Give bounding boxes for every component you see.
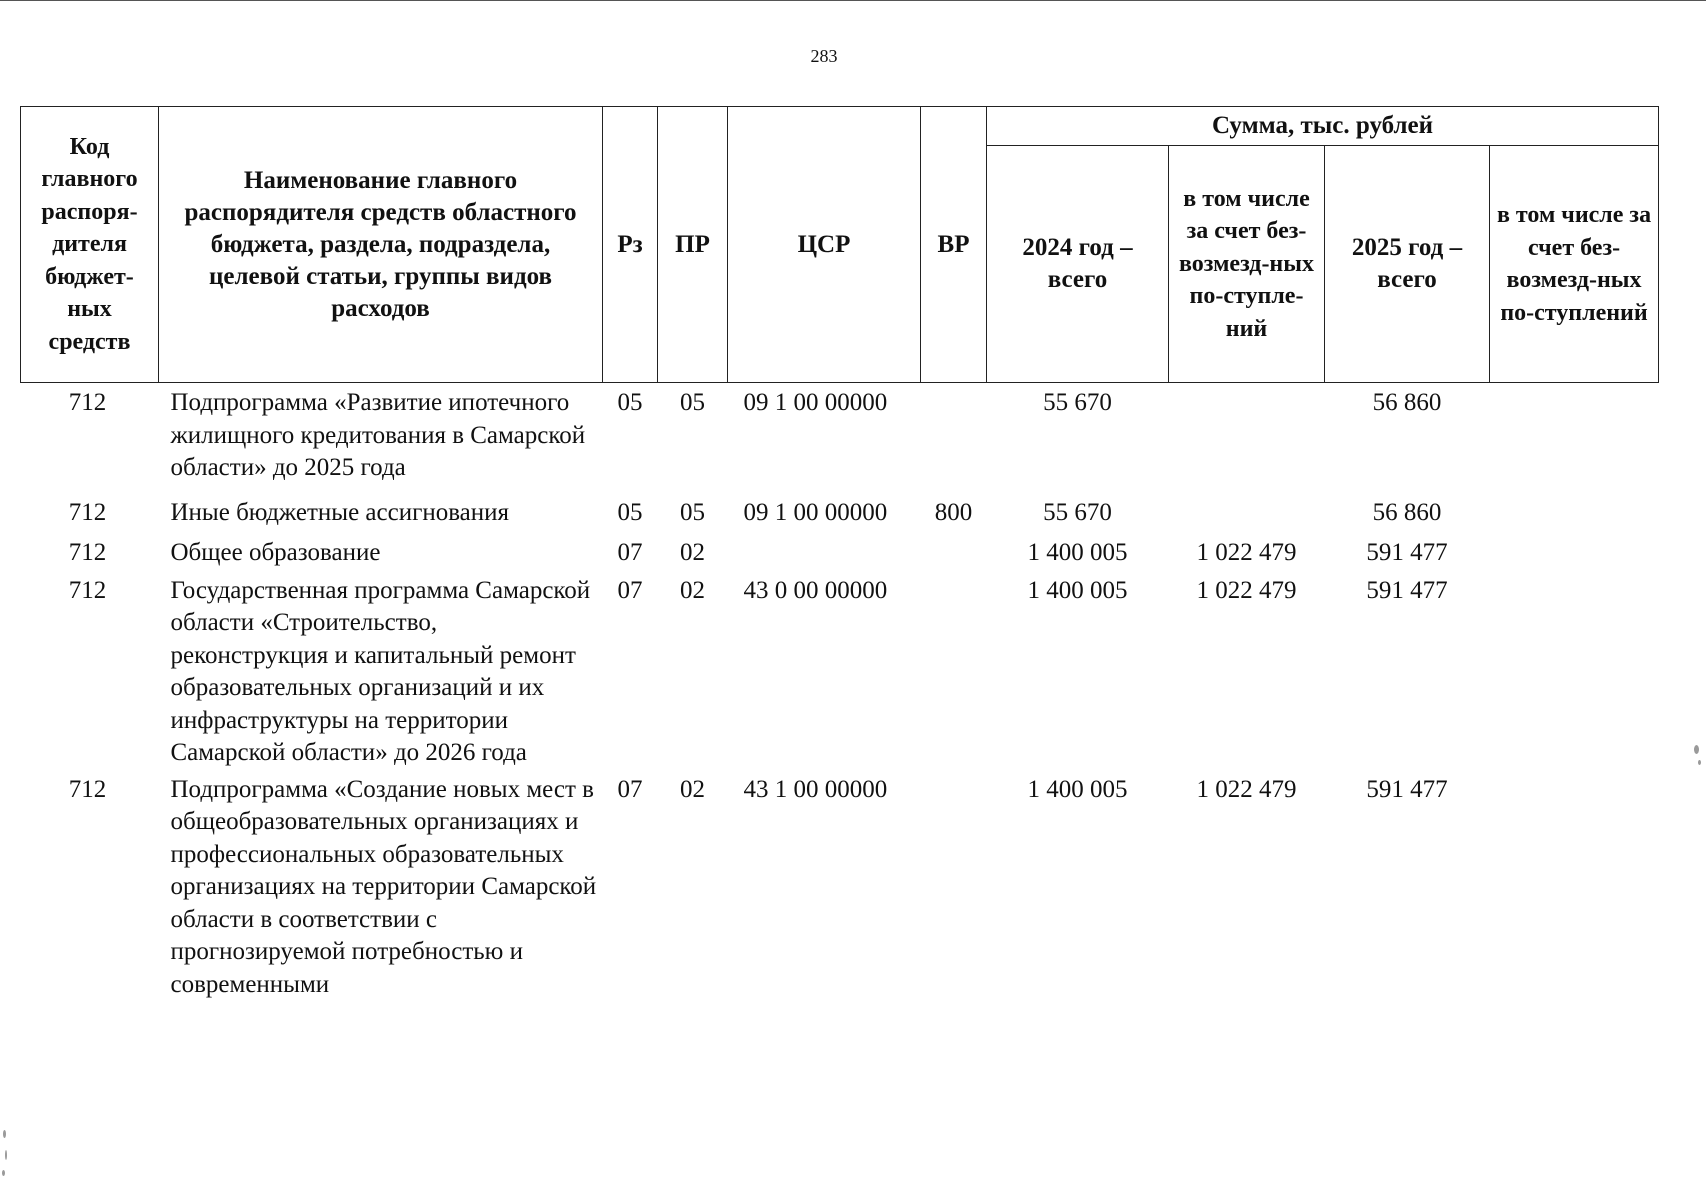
table-row: [21, 383, 1659, 497]
cell-gratuitous-2025: [1490, 383, 1659, 497]
scan-speck: [1698, 760, 1701, 765]
cell-rz: 07: [617, 539, 643, 566]
cell-gratuitous-2025: [1490, 575, 1659, 774]
cell-gratuitous-2024: [1169, 383, 1325, 497]
cell-sum-2024: 1 400 005: [1027, 775, 1128, 803]
cell-gratuitous-2024: [1169, 497, 1325, 538]
cell-csr: 43 0 00 00000: [743, 576, 888, 604]
cell-gratuitous-2025: [1490, 774, 1659, 1002]
header-name: Наименование главного распорядителя средств областного бюджета, раздела, подраздела, целевой статьи, группы видов расходов: [159, 107, 603, 383]
table-header: [21, 107, 1659, 383]
cell-sum-2025: 56 860: [1372, 498, 1442, 526]
cell-code: 712: [68, 775, 107, 803]
cell-sum-2024: 55 670: [1043, 389, 1112, 416]
budget-table: [20, 106, 1659, 1001]
header-pr: ПР: [658, 107, 728, 383]
cell-rz: 05: [617, 498, 643, 526]
cell-pr: 05: [680, 389, 705, 416]
cell-name: Подпрограмма «Развитие ипотечного жилищного кредитования в Самарской области» до 2025 года: [170, 389, 586, 481]
cell-vr: 800: [934, 498, 973, 526]
header-gratuitous-2024: в том числе за счет без-возмезд-ных по-ступле-ний: [1169, 146, 1325, 383]
cell-sum-2025: 591 477: [1366, 775, 1448, 803]
cell-csr: [728, 537, 921, 575]
cell-sum-2025: 591 477: [1366, 539, 1448, 566]
cell-name: Подпрограмма «Создание новых мест в общеобразовательных организациях и профессиональных образовательных организациях на территории Самарской области в соответствии с прогнозируемой потребностью и современными: [170, 775, 597, 998]
cell-name: Общее образование: [170, 539, 381, 566]
header-rz: Рз: [603, 107, 658, 383]
cell-sum-2024: 55 670: [1043, 498, 1112, 526]
cell-sum-2025: 591 477: [1366, 576, 1448, 604]
table-body: [21, 383, 1659, 1002]
page-number: 283: [810, 46, 838, 66]
cell-gratuitous-2024: 1 022 479: [1196, 775, 1297, 803]
header-sum-group: Сумма, тыс. рублей: [987, 107, 1659, 146]
cell-sum-2025: 56 860: [1372, 389, 1442, 416]
cell-sum-2024: 1 400 005: [1027, 576, 1128, 604]
cell-rz: 07: [617, 576, 643, 604]
cell-vr: [921, 575, 987, 774]
header-csr: ЦСР: [728, 107, 921, 383]
scan-speck: [5, 1150, 7, 1160]
header-code: Код главного распоря-дителя бюджет-ных средств: [21, 107, 159, 383]
cell-pr: 05: [680, 498, 705, 526]
cell-gratuitous-2024: 1 022 479: [1196, 539, 1297, 566]
cell-gratuitous-2024: 1 022 479: [1196, 576, 1297, 604]
cell-csr: 09 1 00 00000: [743, 498, 888, 526]
cell-vr: [921, 537, 987, 575]
scan-speck: [1694, 745, 1699, 754]
cell-gratuitous-2025: [1490, 537, 1659, 575]
cell-rz: 07: [617, 775, 643, 803]
cell-rz: 05: [617, 389, 643, 416]
cell-pr: 02: [680, 576, 705, 604]
cell-name: Государственная программа Самарской области «Строительство, реконструкция и капитальный ремонт образовательных организаций и их инфраструктуры на территории Самарской области» до 2026 года: [170, 576, 591, 766]
cell-pr: 02: [680, 775, 705, 803]
cell-csr: 09 1 00 00000: [743, 389, 888, 416]
header-sum-2024: 2024 год – всего: [987, 146, 1169, 383]
cell-gratuitous-2025: [1490, 497, 1659, 538]
cell-vr: [921, 383, 987, 497]
cell-code: 712: [68, 389, 107, 416]
cell-sum-2024: 1 400 005: [1027, 539, 1128, 566]
cell-vr: [921, 774, 987, 1002]
table-row: [21, 537, 1659, 575]
header-sum-2025: 2025 год – всего: [1325, 146, 1490, 383]
cell-name: Иные бюджетные ассигнования: [170, 498, 510, 526]
top-border-line: [0, 0, 1706, 1]
cell-code: 712: [68, 498, 107, 526]
scan-speck: [2, 1170, 5, 1176]
scan-speck: [3, 1130, 6, 1138]
cell-pr: 02: [680, 539, 705, 566]
cell-csr: 43 1 00 00000: [743, 775, 888, 803]
header-gratuitous-2025: в том числе за счет без-возмезд-ных по-ступлений: [1490, 146, 1659, 383]
cell-code: 712: [68, 576, 107, 604]
table-row: [21, 575, 1659, 774]
header-vr: ВР: [921, 107, 987, 383]
table-row: [21, 774, 1659, 1002]
table-row: [21, 497, 1659, 538]
cell-code: 712: [68, 539, 107, 566]
